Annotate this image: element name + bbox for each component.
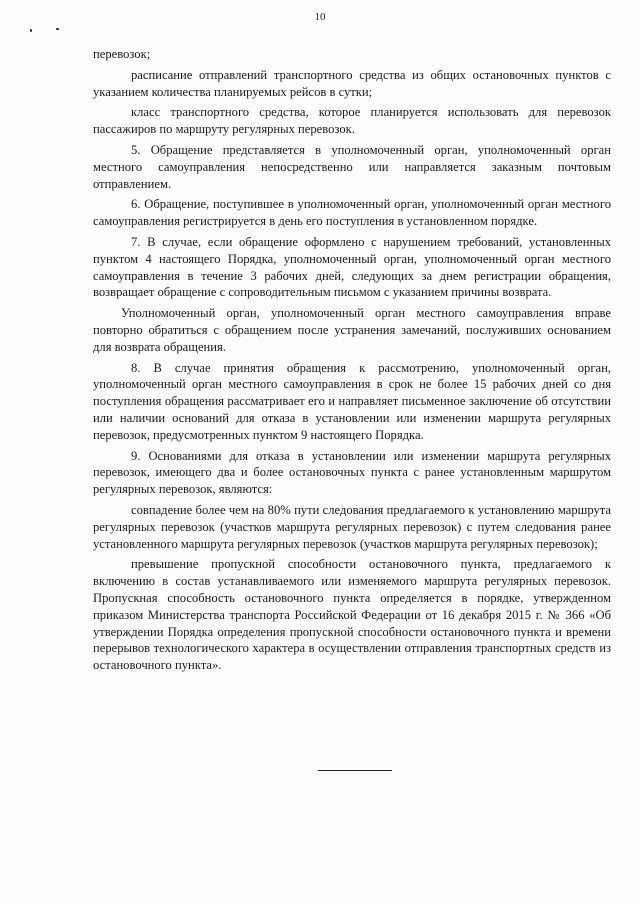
end-separator-line bbox=[318, 770, 392, 771]
scan-speck-mark bbox=[56, 28, 59, 30]
paragraph-item-9: 9. Основаниями для отказа в установлении или изменении маршрута регулярных перевозок, имеющего два и более остановочных пункта с ранее установленным маршрутом регулярных перевозок, являются: bbox=[93, 448, 611, 497]
paragraph-schedule-item: расписание отправлений транспортного средства из общих остановочных пунктов с указанием количества планируемых рейсов в сутки; bbox=[93, 67, 611, 99]
paragraph-item-8: 8. В случае принятия обращения к рассмотрению, уполномоченный орган, уполномоченный орган местного самоуправления в срок не более 15 рабочих дней со дня поступления обращения рассматривает его и направляет письменное заключение об отсутствии или наличии оснований для отказа в установлении или изменении маршрута регулярных перевозок, предусмотренных пунктом 9 настоящего Порядка. bbox=[93, 360, 611, 442]
paragraph-item-6: 6. Обращение, поступившее в уполномоченный орган, уполномоченный орган местного самоуправления регистрируется в день его поступления в установленном порядке. bbox=[93, 197, 611, 229]
document-body bbox=[93, 46, 611, 678]
paragraph-route-overlap: совпадение более чем на 80% пути следования предлагаемого к установлению маршрута регулярных перевозок (участков маршрута регулярных перевозок) с путем следования ранее установленного маршрута регулярных перевозок (участков маршрута регулярных перевозок); bbox=[93, 502, 611, 551]
paragraph-resubmission: Уполномоченный орган, уполномоченный орган местного самоуправления вправе повторно обратиться с обращением после устранения замечаний, послуживших основанием для возврата обращения. bbox=[93, 306, 611, 354]
paragraph-vehicle-class-item: класс транспортного средства, которое планируется использовать для перевозок пассажиров по маршруту регулярных перевозок. bbox=[93, 105, 611, 137]
paragraph-item-5: 5. Обращение представляется в уполномоченный орган, уполномоченный орган местного самоуправления непосредственно или направляется заказным почтовым отправлением. bbox=[93, 142, 611, 191]
paragraph-continuation: перевозок; bbox=[93, 47, 151, 61]
scan-speck-mark bbox=[30, 29, 32, 32]
paragraph-capacity-exceeded: превышение пропускной способности остановочного пункта, предлагаемого к включению в состав устанавливаемого или изменяемого маршрута регулярных перевозок. Пропускная способность остановочного пункта определяется в порядке, утвержденном приказом Министерства транспорта Российской Федерации от 16 декабря 2015 г. № 366 «Об утверждении Порядка определения пропускной способности остановочного пункта и времени перерывов технологического характера в осуществлении отправления транспортных средств из остановочного пункта». bbox=[93, 557, 611, 673]
paragraph-item-7: 7. В случае, если обращение оформлено с нарушением требований, установленных пунктом 4 настоящего Порядка, уполномоченный орган, уполномоченный орган местного самоуправления в течение 3 рабочих дней, следующих за днем регистрации обращения, возвращает обращение с сопроводительным письмом с указанием причины возврата. bbox=[93, 234, 611, 300]
page-number: 10 bbox=[314, 11, 326, 23]
